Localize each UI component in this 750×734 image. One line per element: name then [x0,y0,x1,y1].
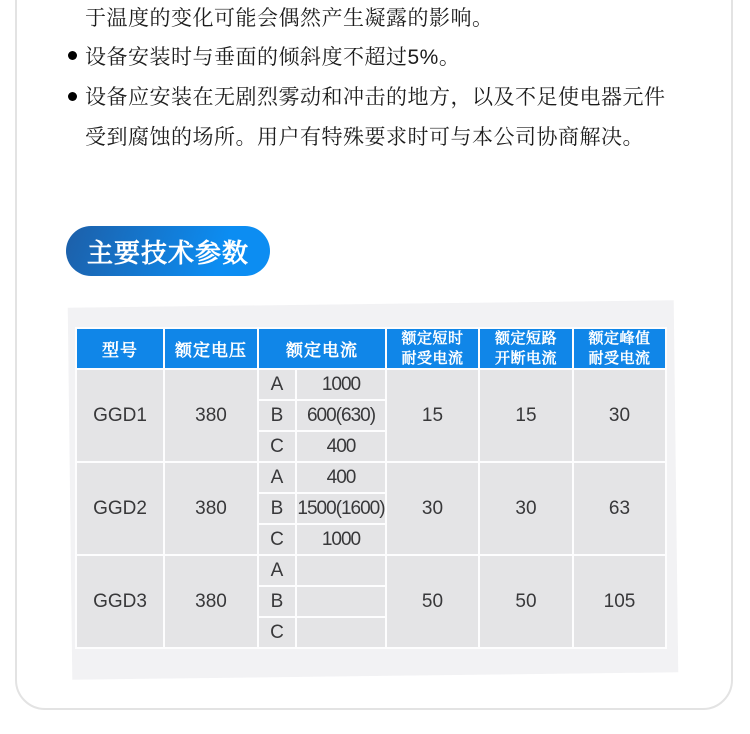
current-value-cell [297,556,385,585]
technical-parameters-table [75,327,667,649]
short-time-cell: 15 [387,370,478,461]
voltage-cell: 380 [165,556,257,647]
short-time-cell: 50 [387,556,478,647]
current-letter-cell: B [259,401,295,430]
col-header-voltage: 额定电压 [165,329,257,368]
current-value-cell: 400 [297,432,385,461]
current-letter-cell: A [259,556,295,585]
current-letter-cell: A [259,463,295,492]
current-value-cell: 1000 [297,370,385,399]
current-value-cell: 400 [297,463,385,492]
peak-cell: 63 [574,463,665,554]
peak-cell: 105 [574,556,665,647]
current-value-cell: 1000 [297,525,385,554]
col-header-breaking [480,329,572,368]
current-letter-cell: B [259,587,295,616]
breaking-cell: 15 [480,370,572,461]
intro-line: 受到腐蚀的场所。用户有特殊要求时可与本公司协商解决。 [85,126,644,149]
col-header-peak [574,329,665,368]
current-letter-cell: C [259,525,295,554]
intro-line: 于温度的变化可能会偶然产生凝露的影响。 [85,7,494,30]
col-header-model: 型号 [77,329,163,368]
intro-line: 设备安装时与垂面的倾斜度不超过5%。 [85,46,461,69]
col-header-line: 额定峰值 [588,330,651,347]
col-header-line: 开断电流 [494,349,557,367]
current-letter-cell: C [259,618,295,647]
short-time-cell: 30 [387,463,478,554]
intro-line: 设备应安装在无剧烈雾动和冲击的地方，以及不足使电器元件 [85,86,666,109]
bullet-dot [68,51,77,60]
table-header-row [77,329,665,368]
voltage-cell: 380 [165,463,257,554]
model-cell: GGD1 [77,370,163,461]
section-title-badge [66,226,270,276]
current-value-cell: 600(630) [297,401,385,430]
current-value-cell: 1500(1600) [297,494,385,523]
current-value-cell [297,587,385,616]
voltage-cell: 380 [165,370,257,461]
current-letter-cell: B [259,494,295,523]
col-header-line: 耐受电流 [588,349,651,367]
table-row [77,370,665,399]
col-header-line: 额定短时 [401,330,464,347]
col-header-line: 额定短路 [494,330,557,347]
current-value-cell [297,618,385,647]
current-letter-cell: A [259,370,295,399]
breaking-cell: 50 [480,556,572,647]
col-header-short-time [387,329,478,368]
model-cell: GGD3 [77,556,163,647]
current-letter-cell: C [259,432,295,461]
col-header-current: 额定电流 [259,329,385,368]
section-title-label: 主要技术参数 [86,237,249,268]
model-cell: GGD2 [77,463,163,554]
table-row [77,556,665,585]
col-header-line: 耐受电流 [401,349,464,367]
peak-cell: 30 [574,370,665,461]
bullet-dot [68,92,77,101]
table-row [77,463,665,492]
breaking-cell: 30 [480,463,572,554]
